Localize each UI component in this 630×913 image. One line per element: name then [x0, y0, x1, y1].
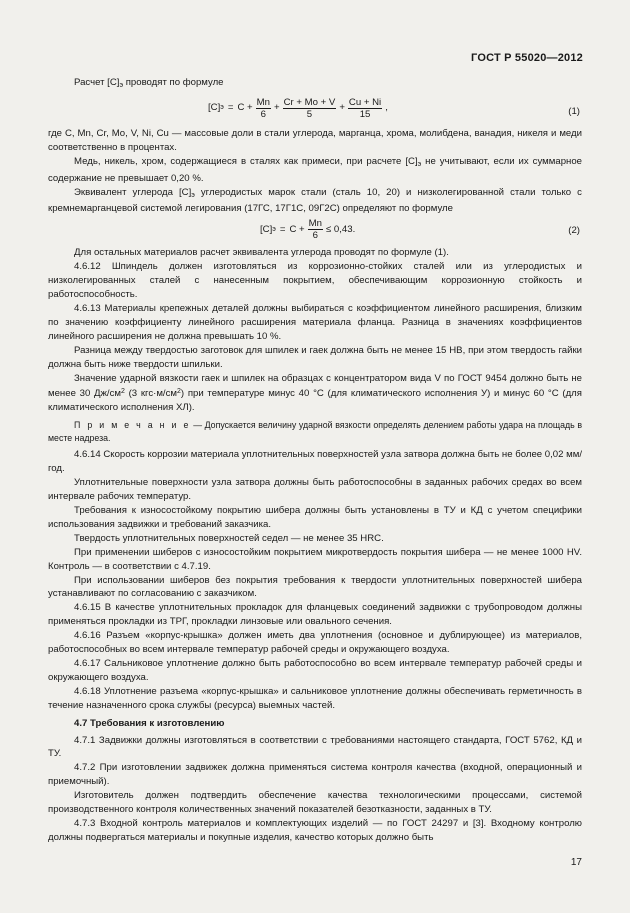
section-heading-4-7: 4.7 Требования к изготовлению	[74, 717, 225, 729]
subscript: э	[220, 104, 224, 112]
text-run: ) при температуре минус 40 °С (для климатического исполнения У) и минус 60 °С (для климатического исполнения ХЛ).	[48, 388, 582, 414]
fraction	[308, 218, 323, 241]
text-run: углеродистых марок стали (сталь 10, 20) и низколегированной стали только с кремнемарганцевой системой легирования (17ГС, 17Г1С, 09Г2С) определяют по формуле	[48, 186, 582, 215]
subscript: э	[272, 225, 276, 233]
paragraph-hardness: Разница между твердостью заготовок для шпилек и гаек должна быть не менее 15 HB, при этом твердость гайки должна быть ниже твердости шпильки.	[48, 344, 582, 370]
paragraph-4-7-1: 4.7.1 Задвижки должны изготовляться в соответствии с требованиями настоящего стандарта, ГОСТ 5762, КД и ТУ.	[48, 734, 582, 760]
paragraph-4-6-17: 4.6.17 Сальниковое уплотнение должно быть работоспособно во всем интервале температур рабочей среды и окружающего воздуха.	[48, 658, 582, 683]
paragraph-4-6-18: 4.6.18 Уплотнение разъема «корпус-крышка» и сальниковое уплотнение должны обеспечивать герметичность в течение назначенного срока службы (ресурса) выемных частей.	[48, 685, 582, 711]
text-run: не учитывают, если их суммарное содержание не превышает 0,20 %.	[48, 155, 582, 184]
paragraph-manufacturer: Изготовитель должен подтвердить обеспечение качества технологическими процессами, системой производственного контроля количественных значений показателей безотказности, заданных в ТУ.	[48, 790, 582, 816]
superscript: 2	[120, 388, 125, 396]
equals-sign: =	[279, 223, 286, 235]
formula-number: (2)	[568, 225, 580, 237]
formula-number: (1)	[568, 105, 580, 117]
paragraph-microhardness: При применении шиберов с износостойким покрытием микротвердость покрытия шибера — не менее 1000 HV. Контроль — в соответствии с 4.7.19.	[48, 546, 582, 572]
paragraph-4-6-16: 4.6.16 Разъем «корпус-крышка» должен иметь два уплотнения (основное и дублирующее) из материалов, работоспособных во всем интервале температур рабочей среды и окружающего воздуха.	[48, 630, 582, 656]
denominator: 5	[306, 108, 313, 120]
document-body	[48, 76, 582, 845]
paragraph-seat-hardness: Твердость уплотнительных поверхностей седел — не менее 35 HRC.	[74, 532, 384, 544]
paragraph-4-6-13: 4.6.13 Материалы крепежных деталей должны выбираться с коэффициентом линейного расширения, близким по значению коэффициенту линейного расширения материала фланца. Разница в значениях коэффициентов линейного расширения не должна превышать 10 %.	[48, 302, 582, 342]
denominator: 15	[359, 108, 371, 120]
paragraph-no-coating: При использовании шиберов без покрытия требования к твердости уплотнительных поверхностей шибера устанавливают по согласованию с заказчиком.	[48, 574, 582, 600]
fraction	[348, 97, 382, 120]
paragraph-other-materials: Для остальных материалов расчет эквивалента углерода проводят по формуле (1).	[74, 247, 449, 259]
formula-1-expression: [C] э = C + $\frac{Mn}{6}$ + $\frac{Cr + Mo + V}{5}$ + $\frac{Cu + Ni}{15}$ ,	[208, 96, 388, 120]
subscript: э	[417, 160, 422, 168]
formula-comma: ,	[385, 102, 388, 114]
paragraph-wear-coating: Требования к износостойкому покрытию шибера должны быть установлены в ТУ и КД с учетом специфики использования задвижки и требований заказчика.	[48, 505, 582, 530]
paragraph-equivalent	[48, 186, 582, 217]
text-run: Расчет [C]	[74, 77, 120, 88]
paragraph-4-7-3: 4.7.3 Входной контроль материалов и комплектующих изделий — по ГОСТ 24297 и [3]. Входному контролю должны подвергаться материалы и покупные изделия, качество которых должно быть	[48, 817, 582, 843]
formula-2-expression	[260, 218, 355, 241]
paragraph-impact	[48, 372, 582, 416]
document-header: ГОСТ Р 55020—2012	[471, 52, 583, 64]
paragraph-4-6-14: 4.6.14 Скорость коррозии материала уплотнительных поверхностей узла затвора должна быть не более 0,02 мм/год.	[48, 449, 582, 475]
text-run: (3 кгс·м/см	[124, 388, 177, 400]
formula-2	[48, 216, 582, 246]
formula-term: C +	[237, 102, 253, 114]
text-run: Значение ударной вязкости гаек и шпилек на образцах с концентратором вида V по ГОСТ 9454 должно быть не менее 30 Дж/см	[48, 372, 582, 400]
denominator: 6	[260, 108, 266, 120]
subscript: э	[191, 191, 195, 199]
formula-term: C +	[289, 223, 305, 235]
fraction	[256, 97, 271, 120]
paragraph-copper	[48, 155, 582, 186]
text-run: Медь, никель, хром, содержащиеся в сталях как примеси, при расчете [C]	[74, 155, 418, 167]
text-run: Эквивалент углерода [C]	[74, 186, 192, 198]
fraction	[283, 97, 337, 120]
denominator: 6	[312, 230, 318, 242]
equals-sign: =	[227, 102, 234, 114]
formula-1	[48, 93, 582, 127]
page-number: 17	[570, 857, 582, 868]
formula-lhs: [C]	[208, 102, 221, 114]
text-run: проводят по формуле	[123, 77, 224, 88]
paragraph-4-7-2: 4.7.2 При изготовлении задвижек должна применяться система контроля качества (входной, операционный и приемочный).	[48, 762, 582, 788]
paragraph-4-6-15: 4.6.15 В качестве уплотнительных прокладок для фланцевых соединений задвижки с трубопроводом должны применяться прокладки из ТРГ, прокладки линзовые или овального сечения.	[48, 602, 582, 628]
paragraph-4-6-12: 4.6.12 Шпиндель должен изготовляться из коррозионно-стойких сталей или из углеродистых и низколегированных сталей с нанесенным покрытием, обеспечивающим коррозионную стойкость и работоспособность.	[48, 261, 582, 301]
subscript: э	[119, 82, 124, 89]
note-text: — Допускается величину ударной вязкости определять делением работы удара на площадь в месте надреза.	[48, 420, 582, 443]
paragraph-calc-intro	[48, 76, 582, 93]
paragraph-where: где C, Mn, Cr, Mo, V, Ni, Cu — массовые доли в стали углерода, марганца, хрома, молибдена, ванадия, никеля и меди соответственно в процентах.	[48, 127, 582, 153]
note	[48, 419, 582, 444]
formula-lhs: [C]	[260, 223, 273, 235]
paragraph-seal-surfaces: Уплотнительные поверхности узла затвора должны быть работоспособны в заданных рабочих средах во всем интервале рабочих температур.	[48, 477, 582, 503]
formula-term: ≤ 0,43.	[325, 223, 356, 235]
note-label: П р и м е ч а н и е	[74, 420, 191, 431]
numerator: Mn	[308, 218, 322, 230]
numerator: Cr + Mo + V	[283, 96, 336, 108]
numerator: Cu + Ni	[348, 96, 382, 108]
numerator: Mn	[256, 96, 270, 108]
superscript: 2	[177, 388, 181, 396]
